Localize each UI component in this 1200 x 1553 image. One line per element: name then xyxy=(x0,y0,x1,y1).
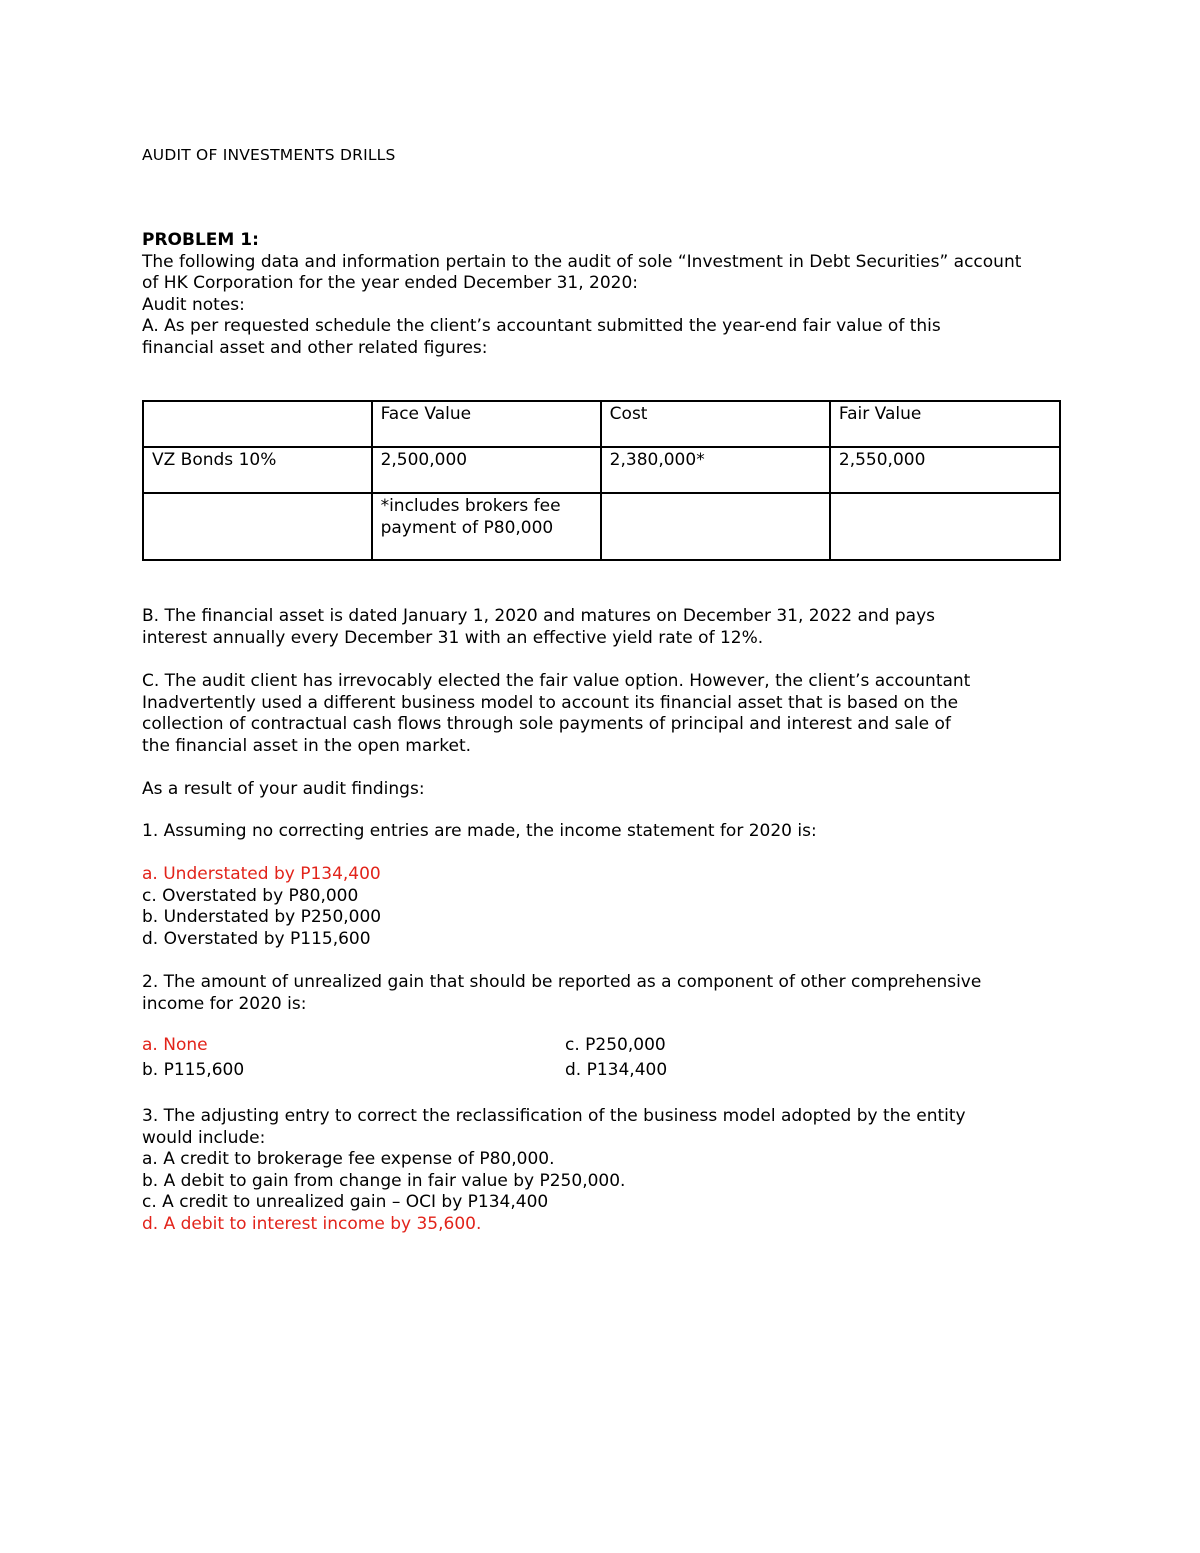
note-c-line: Inadvertently used a different business model to account its financial asset that is based on the xyxy=(142,692,959,713)
table-cell xyxy=(143,401,372,447)
table-cell-cost: 2,380,000* xyxy=(601,447,830,493)
intro-line: The following data and information pertain to the audit of sole “Investment in Debt Securities” account xyxy=(142,251,1022,272)
table-cell-fair-value: 2,550,000 xyxy=(830,447,1060,493)
table-cell xyxy=(143,493,372,560)
intro-line: of HK Corporation for the year ended December 31, 2020: xyxy=(142,273,639,293)
findings-intro xyxy=(142,779,1062,801)
note-b-line: interest annually every December 31 with an effective yield rate of 12%. xyxy=(142,627,764,648)
question-text: 3. The adjusting entry to correct the reclassification of the business model adopted by the entity xyxy=(142,1106,966,1126)
problem-intro xyxy=(142,230,1062,359)
note-c xyxy=(142,671,1062,757)
document-title: AUDIT OF INVESTMENTS DRILLS xyxy=(142,146,396,164)
question-1 xyxy=(142,821,1062,843)
note-c-line: the financial asset in the open market. xyxy=(142,735,472,756)
intro-line: financial asset and other related figures: xyxy=(142,337,488,358)
answer-option: c. A credit to unrealized gain – OCI by P134,400 xyxy=(142,1192,549,1212)
note-c-line: collection of contractual cash flows through sole payments of principal and interest and sale of xyxy=(142,714,951,734)
note-b-line: B. The financial asset is dated January 1, 2020 and matures on December 31, 2022 and pays xyxy=(142,606,935,626)
question-3 xyxy=(142,1106,1062,1235)
intro-line: A. As per requested schedule the client’s accountant submitted the year-end fair value of this xyxy=(142,316,941,336)
question-text: 2. The amount of unrealized gain that should be reported as a component of other comprehensive xyxy=(142,972,982,992)
note-line: payment of P80,000 xyxy=(380,517,554,538)
answer-option: c. P250,000 xyxy=(565,1035,666,1055)
answer-option: d. Overstated by P115,600 xyxy=(142,928,371,949)
answer-option: d. P134,400 xyxy=(565,1060,668,1080)
table-header-fair-value: Fair Value xyxy=(830,401,1060,447)
question-2 xyxy=(142,972,1062,1015)
note-line: *includes brokers fee xyxy=(380,496,561,516)
note-b xyxy=(142,606,1062,649)
answer-option-correct: a. Understated by P134,400 xyxy=(142,864,381,884)
table-header-cost: Cost xyxy=(601,401,830,447)
question-text: 1. Assuming no correcting entries are made, the income statement for 2020 is: xyxy=(142,821,817,841)
table-row xyxy=(143,493,1060,560)
answer-option: b. P115,600 xyxy=(142,1060,245,1080)
question-2-options xyxy=(142,1035,1062,1085)
question-text: income for 2020 is: xyxy=(142,993,307,1014)
table-cell-face-value: 2,500,000 xyxy=(372,447,601,493)
table-row xyxy=(143,447,1060,493)
answer-option-correct: a. None xyxy=(142,1035,208,1055)
investment-table xyxy=(142,400,1061,561)
table-header-row xyxy=(143,401,1060,447)
table-cell-security: VZ Bonds 10% xyxy=(143,447,372,493)
answer-option: b. A debit to gain from change in fair value by P250,000. xyxy=(142,1170,626,1191)
table-cell-note xyxy=(372,493,601,560)
table-cell xyxy=(830,493,1060,560)
findings-intro-text: As a result of your audit findings: xyxy=(142,779,425,799)
question-1-options xyxy=(142,864,1062,950)
table-header-face-value: Face Value xyxy=(372,401,601,447)
answer-option: b. Understated by P250,000 xyxy=(142,907,382,927)
answer-option: a. A credit to brokerage fee expense of P80,000. xyxy=(142,1149,555,1169)
intro-line: Audit notes: xyxy=(142,294,245,315)
answer-option-correct: d. A debit to interest income by 35,600. xyxy=(142,1213,482,1234)
answer-option: c. Overstated by P80,000 xyxy=(142,885,359,906)
note-c-line: C. The audit client has irrevocably elected the fair value option. However, the client’s accountant xyxy=(142,671,971,691)
problem-heading: PROBLEM 1: xyxy=(142,230,259,250)
table-cell xyxy=(601,493,830,560)
question-text: would include: xyxy=(142,1127,266,1148)
